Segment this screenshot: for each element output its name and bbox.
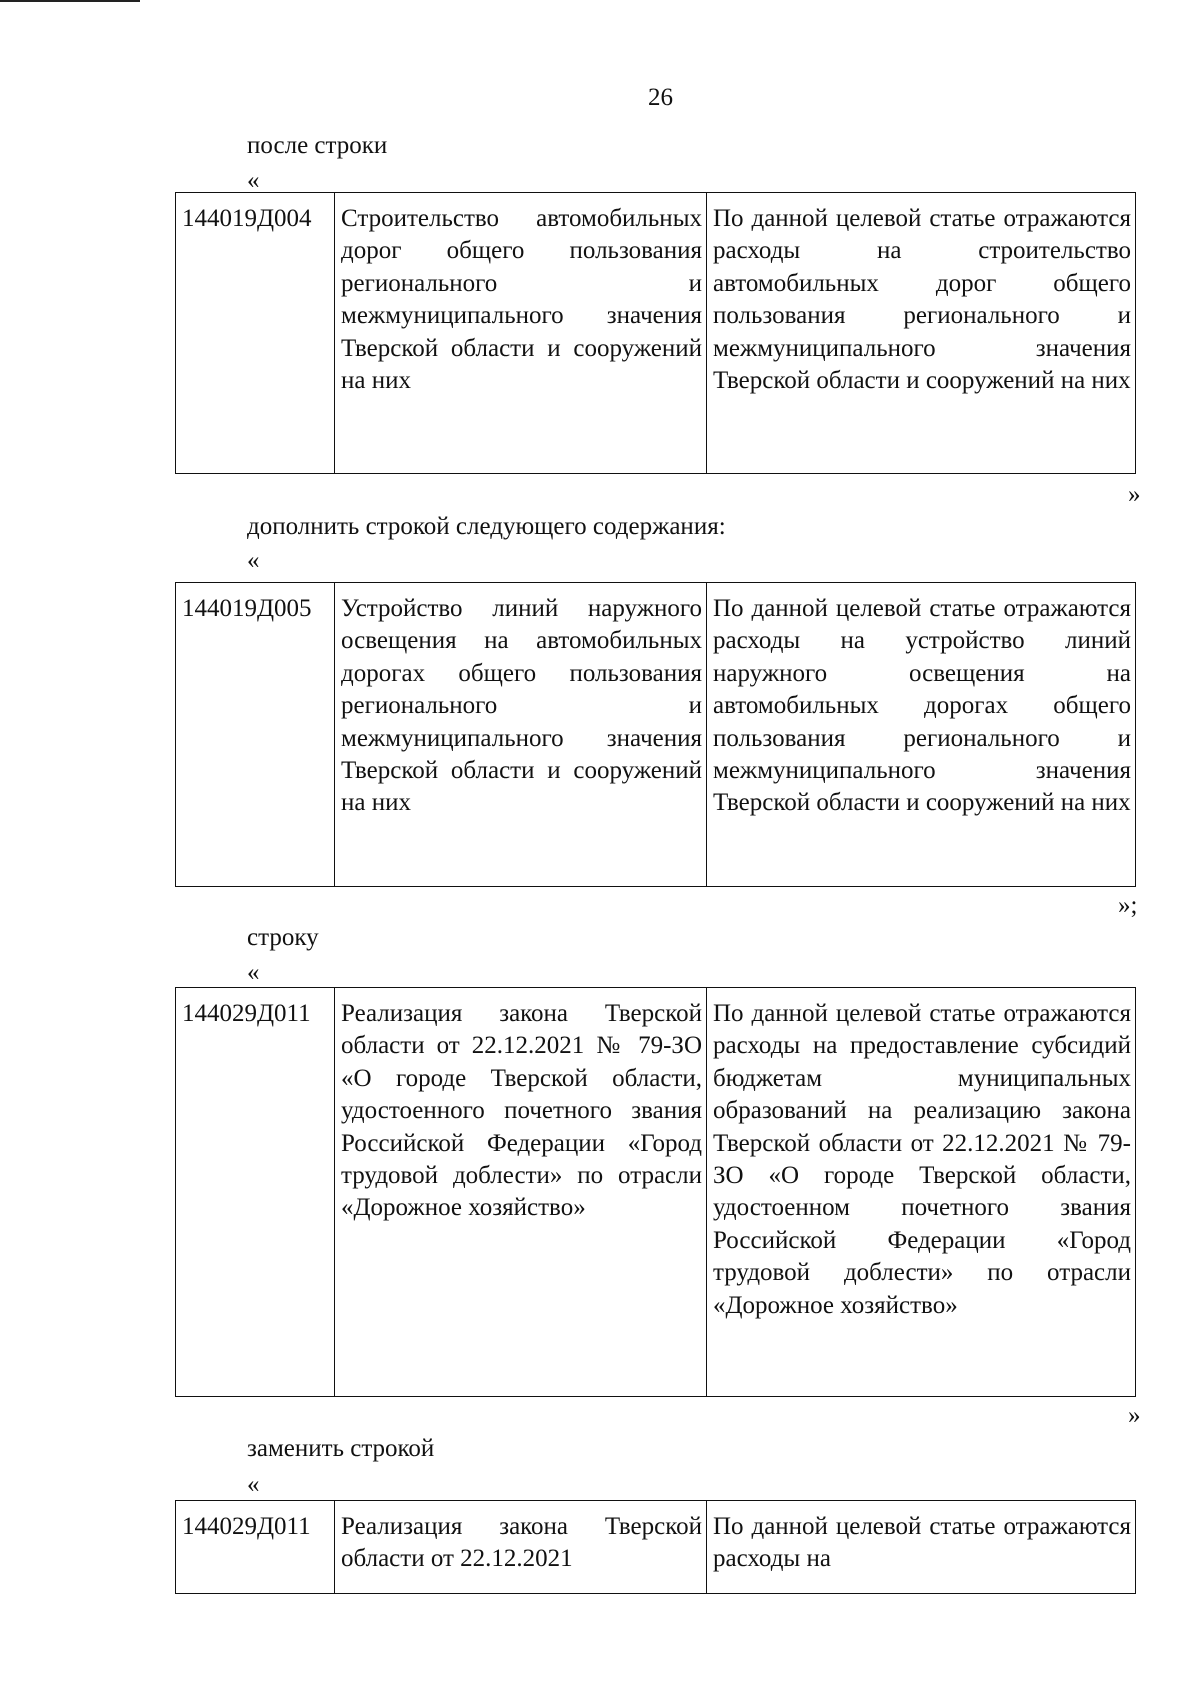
open-quote: « [247,547,260,574]
target-name-cell: Устройство линий наружного освещения на автомобильных дорогах общего пользования регионального и межмуниципального значения Тверской области и сооружений на них [335,583,707,887]
scan-edge-line [0,0,140,2]
target-code-cell: 144029Д011 [176,988,335,1397]
close-quote: » [1128,1402,1141,1429]
instruction-text: заменить строкой [247,1435,435,1462]
target-description-cell: По данной целевой статье отражаются расходы на предоставление субсидий бюджетам муниципальных образований на реализацию закона Тверской области от 22.12.2021 № 79-ЗО «О городе Тверской области, удостоенном почетного звания Российской Федерации «Город трудовой доблести» по отрасли «Дорожное хозяйство» [707,988,1136,1397]
target-name-cell: Реализация закона Тверской области от 22.12.2021 № 79-ЗО «О городе Тверской области, удостоенного почетного звания Российской Федерации «Город трудовой доблести» по отрасли «Дорожное хозяйство» [335,988,707,1397]
close-quote: » [1128,481,1141,508]
target-name-cell: Реализация закона Тверской области от 22.12.2021 [335,1501,707,1594]
page-number: 26 [648,84,673,111]
close-quote: »; [1118,892,1138,919]
target-name-cell: Строительство автомобильных дорог общего пользования регионального и межмуниципального значения Тверской области и сооружений на них [335,193,707,474]
budget-table [175,192,1136,474]
instruction-text: дополнить строкой следующего содержания: [247,513,726,540]
budget-table [175,987,1136,1397]
budget-table [175,582,1136,887]
table-row [176,1501,1136,1594]
open-quote: « [247,167,260,194]
instruction-text: после строки [247,132,388,159]
target-description-cell: По данной целевой статье отражаются расходы на устройство линий наружного освещения на автомобильных дорогах общего пользования регионального и межмуниципального значения Тверской области и сооружений на них [707,583,1136,887]
target-description-cell: По данной целевой статье отражаются расходы на строительство автомобильных дорог общего пользования регионального и межмуниципального значения Тверской области и сооружений на них [707,193,1136,474]
open-quote: « [247,959,260,986]
open-quote: « [247,1471,260,1498]
target-description-cell: По данной целевой статье отражаются расходы на [707,1501,1136,1594]
table-row [176,193,1136,474]
target-code-cell: 144029Д011 [176,1501,335,1594]
budget-table [175,1500,1136,1594]
target-code-cell: 144019Д004 [176,193,335,474]
table-row [176,988,1136,1397]
table-row [176,583,1136,887]
target-code-cell: 144019Д005 [176,583,335,887]
instruction-text: строку [247,924,319,951]
